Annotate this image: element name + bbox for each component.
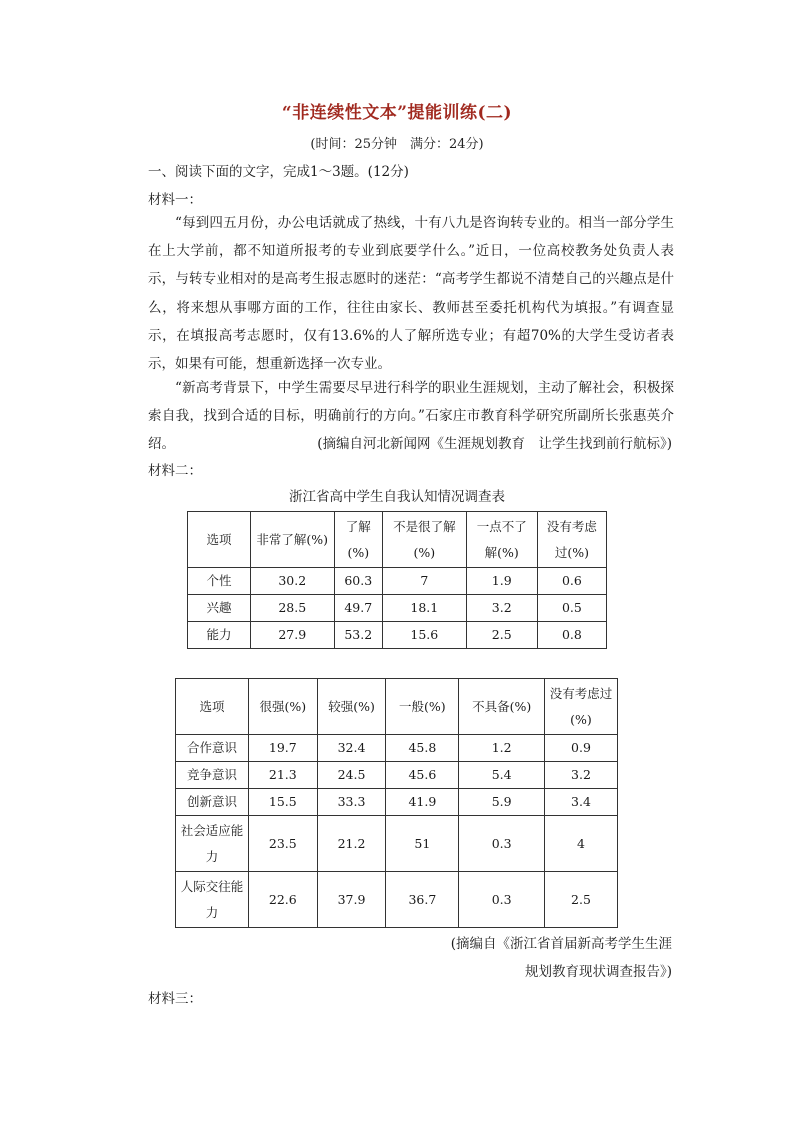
- table-cell: 0.3: [459, 816, 545, 872]
- material2-source-line1: (摘编自《浙江省首届新高考学生生涯: [450, 936, 672, 952]
- table-header-cell: 选项: [188, 512, 251, 568]
- table-cell: 0.9: [544, 735, 617, 762]
- table-cell: 49.7: [334, 595, 383, 622]
- table-cell: 60.3: [334, 568, 383, 595]
- table-cell: 21.3: [248, 762, 317, 789]
- table-cell: 33.3: [317, 789, 386, 816]
- material1-paragraph2: “新高考背景下，中学生需要尽早进行科学的职业生涯规划，主动了解社会，积极探索自我，找到合适的目标，明确前行的方向。”石家庄市教育科学研究所副所长张惠英介绍。: [148, 380, 674, 453]
- table-cell: 3.2: [544, 762, 617, 789]
- table-header-row: [176, 679, 618, 735]
- material3-label: 材料三：: [148, 991, 202, 1007]
- material1-paragraph1: “每到四五月份，办公电话就成了热线，十有八九是咨询转专业的。相当一部分学生在上大学前，都不知道所报考的专业到底要学什么。”近日，一位高校教务处负责人表示，与转专业相对的是高考生报志愿时的迷茫：“高考学生都说不清楚自己的兴趣点是什么，将来想从事哪方面的工作，往往由家长、教师甚至委托机构代为填报。”有调查显示，在填报高考志愿时，仅有13.6%的人了解所选专业；有超70%的大学生受访者表示，如果有可能，想重新选择一次专业。: [148, 215, 674, 373]
- ability-table: [175, 678, 618, 928]
- table-cell: 15.6: [383, 622, 467, 649]
- table-cell: 45.8: [386, 735, 459, 762]
- table-header-row: [188, 512, 607, 568]
- table-cell: 27.9: [250, 622, 334, 649]
- table-cell: 53.2: [334, 622, 383, 649]
- table-cell: 18.1: [383, 595, 467, 622]
- table-cell: 24.5: [317, 762, 386, 789]
- table-cell: 15.5: [248, 789, 317, 816]
- table-cell: 19.7: [248, 735, 317, 762]
- table-row: [176, 872, 618, 928]
- table-cell: 4: [544, 816, 617, 872]
- table-cell: 0.8: [537, 622, 606, 649]
- table-cell: 1.2: [459, 735, 545, 762]
- table-header-cell: 没有考虑过(%): [537, 512, 606, 568]
- table-header-cell: 非常了解(%): [250, 512, 334, 568]
- table-cell: 5.9: [459, 789, 545, 816]
- table-header-cell: 了解(%): [334, 512, 383, 568]
- table-cell: 合作意识: [176, 735, 249, 762]
- table-header-cell: 选项: [176, 679, 249, 735]
- table-cell: 1.9: [466, 568, 537, 595]
- table-cell: 3.4: [544, 789, 617, 816]
- table-cell: 2.5: [466, 622, 537, 649]
- table-row: [176, 816, 618, 872]
- table-cell: 28.5: [250, 595, 334, 622]
- table-header-cell: 很强(%): [248, 679, 317, 735]
- table-cell: 0.5: [537, 595, 606, 622]
- table-row: [176, 735, 618, 762]
- table-row: [176, 762, 618, 789]
- table-cell: 37.9: [317, 872, 386, 928]
- table-cell: 3.2: [466, 595, 537, 622]
- table-cell: 7: [383, 568, 467, 595]
- material2-source-line2: 规划教育现状调查报告》): [524, 964, 672, 980]
- table-cell: 创新意识: [176, 789, 249, 816]
- table-cell: 23.5: [248, 816, 317, 872]
- table-cell: 2.5: [544, 872, 617, 928]
- table-header-cell: 没有考虑过(%): [544, 679, 617, 735]
- table-cell: 41.9: [386, 789, 459, 816]
- table-row: [188, 622, 607, 649]
- table-cell: 32.4: [317, 735, 386, 762]
- table-cell: 21.2: [317, 816, 386, 872]
- table-cell: 5.4: [459, 762, 545, 789]
- table-header-cell: 不是很了解(%): [383, 512, 467, 568]
- table-row: [188, 568, 607, 595]
- table-header-cell: 较强(%): [317, 679, 386, 735]
- table1-caption: 浙江省高中学生自我认知情况调查表: [289, 489, 505, 505]
- table-cell: 51: [386, 816, 459, 872]
- table-cell: 0.6: [537, 568, 606, 595]
- table-cell: 36.7: [386, 872, 459, 928]
- time-score-info: (时间：25分钟 满分：24分): [310, 137, 484, 152]
- table-cell: 人际交往能力: [176, 872, 249, 928]
- table-cell: 社会适应能力: [176, 816, 249, 872]
- table-header-cell: 不具备(%): [459, 679, 545, 735]
- material2-label: 材料二：: [148, 463, 202, 479]
- table-cell: 45.6: [386, 762, 459, 789]
- table-cell: 能力: [188, 622, 251, 649]
- table-row: [188, 595, 607, 622]
- section-heading: 一、阅读下面的文字，完成1～3题。(12分): [148, 164, 409, 180]
- table-cell: 0.3: [459, 872, 545, 928]
- table-cell: 竞争意识: [176, 762, 249, 789]
- table-cell: 30.2: [250, 568, 334, 595]
- document-title: “非连续性文本”提能训练(二): [281, 103, 513, 123]
- table-cell: 22.6: [248, 872, 317, 928]
- table-cell: 个性: [188, 568, 251, 595]
- table-header-cell: 一般(%): [386, 679, 459, 735]
- table-header-cell: 一点不了解(%): [466, 512, 537, 568]
- material1-source: (摘编自河北新闻网《生涯规划教育 让学生找到前行航标》): [317, 436, 672, 452]
- self-awareness-table: [187, 511, 607, 649]
- table-row: [176, 789, 618, 816]
- material1-label: 材料一：: [148, 192, 202, 208]
- table-cell: 兴趣: [188, 595, 251, 622]
